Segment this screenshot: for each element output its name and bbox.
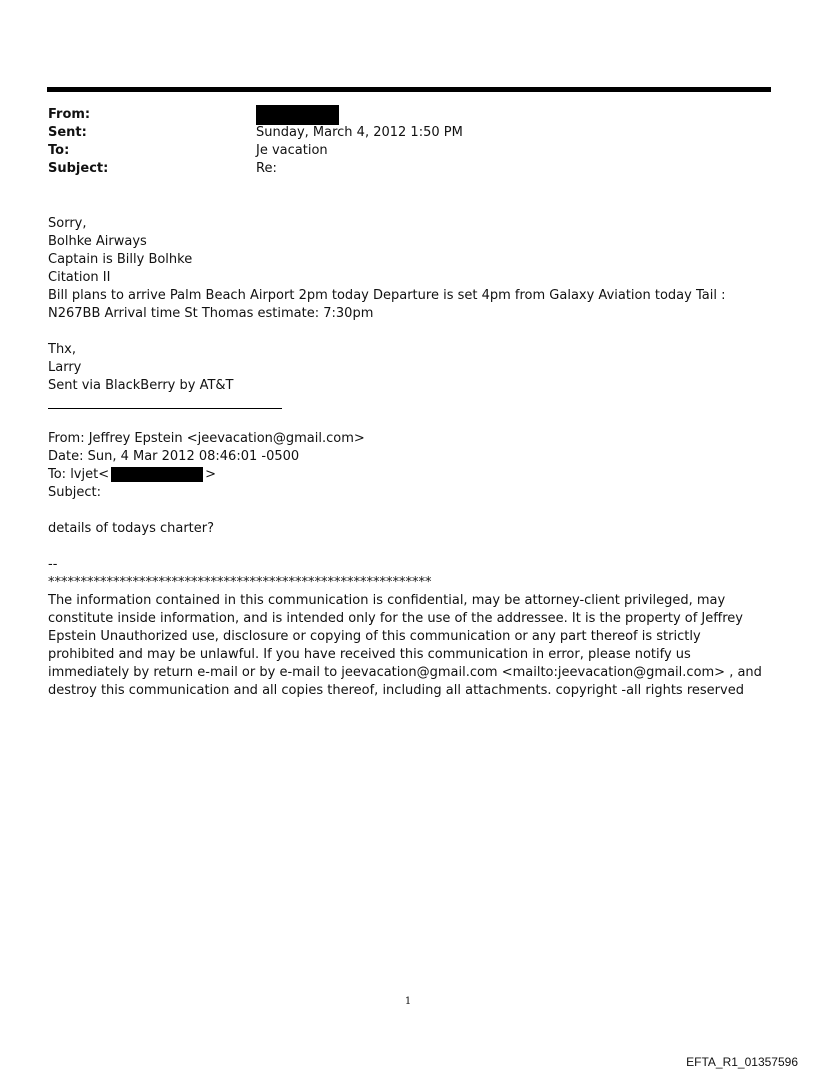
signature-block	[48, 556, 770, 700]
original-body	[48, 520, 770, 538]
subject-value: Re:	[256, 161, 277, 176]
document-id: EFTA_R1_01357596	[686, 1055, 798, 1069]
signoff-line: Thx,	[48, 342, 77, 357]
sent-label: Sent:	[48, 125, 87, 140]
reply-line: Bill plans to arrive Palm Beach Airport 2pm today Departure is set 4pm from Galaxy Aviation today Tail : N267BB Arrival time St Thomas estimate: 7:30pm	[48, 288, 726, 321]
original-from: From: Jeffrey Epstein <jeevacation@gmail.com>	[48, 431, 365, 446]
header-rule	[47, 87, 771, 92]
original-to-prefix: To: lvjet<	[48, 467, 110, 482]
original-subject: Subject:	[48, 485, 101, 500]
disclaimer-text: The information contained in this communication is confidential, may be attorney-client privileged, may constitute inside information, and is intended only for the use of the addressee. It is the property of Jeffrey Epstein Unauthorized use, disclosure or copying of this communication or any part thereof is strictly prohibited and may be unlawful. If you have received this communication in error, please notify us immediately by return e-mail or by e-mail to jeevacation@gmail.com <mailto:jeevacation@gmail.com> , and destroy this communication and all copies thereof, including all attachments. copyright -all rights reserved	[48, 593, 762, 698]
to-redaction	[111, 467, 203, 482]
original-body-text: details of todays charter?	[48, 521, 215, 536]
reply-signoff	[48, 341, 770, 395]
reply-line: Bolhke Airways	[48, 234, 147, 249]
signoff-line: Larry	[48, 360, 82, 375]
page-number: 1	[404, 996, 412, 1007]
reply-line: Citation II	[48, 270, 111, 285]
reply-line: Sorry,	[48, 216, 87, 231]
to-label: To:	[48, 143, 70, 158]
reply-body	[48, 215, 770, 323]
signoff-line: Sent via BlackBerry by AT&T	[48, 378, 234, 393]
sent-value: Sunday, March 4, 2012 1:50 PM	[256, 125, 463, 140]
reply-line: Captain is Billy Bolhke	[48, 252, 193, 267]
original-to	[48, 466, 770, 484]
original-header	[48, 430, 770, 502]
signature-stars: ***********************************************************	[48, 575, 432, 590]
original-date: Date: Sun, 4 Mar 2012 08:46:01 -0500	[48, 449, 300, 464]
from-redaction	[256, 105, 339, 125]
quote-separator	[48, 408, 282, 409]
signature-dashes: --	[48, 557, 58, 572]
original-to-suffix: >	[205, 467, 217, 482]
from-label: From:	[48, 107, 91, 122]
subject-label: Subject:	[48, 161, 109, 176]
to-value: Je vacation	[256, 143, 328, 158]
